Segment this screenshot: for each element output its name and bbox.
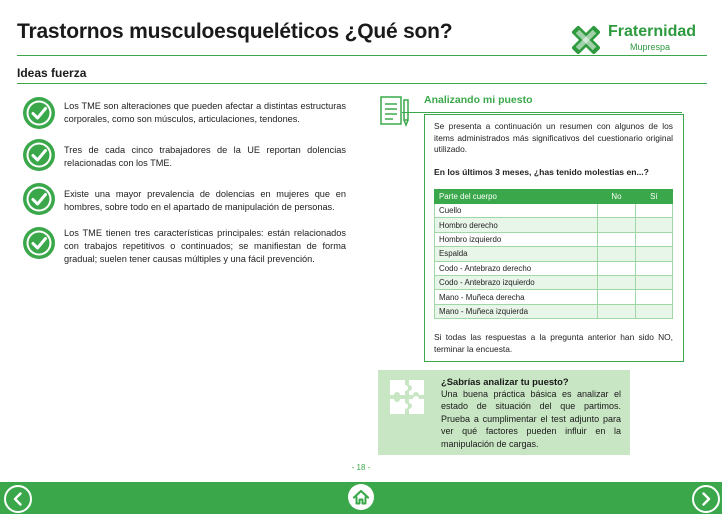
header-si: Sí <box>635 190 672 204</box>
document-icon <box>378 94 412 128</box>
questionnaire-box <box>424 114 684 362</box>
idea-item <box>22 226 347 276</box>
next-page-button[interactable] <box>692 485 720 513</box>
si-cell[interactable] <box>635 218 672 232</box>
analysis-title-divider <box>402 112 682 113</box>
table-row <box>435 290 673 304</box>
logo-mark-icon <box>568 22 604 58</box>
questionnaire-footer: Si todas las respuestas a la pregunta anterior han sido NO, terminar la encuesta. <box>434 332 673 354</box>
si-cell[interactable] <box>635 275 672 289</box>
section-divider <box>17 83 707 84</box>
callout-text: Una buena práctica básica es analizar el estado de situación del que partimos. Prueba a cumplimentar el test adjunto para ver qué factores pueden influir en la manipulación de cargas. <box>441 389 621 449</box>
tip-callout <box>378 370 630 455</box>
si-cell[interactable] <box>635 304 672 318</box>
si-cell[interactable] <box>635 290 672 304</box>
check-icon <box>22 96 56 130</box>
logo-sub: Muprespa <box>630 42 671 52</box>
table-row <box>435 204 673 218</box>
check-icon <box>22 138 56 172</box>
si-cell[interactable] <box>635 261 672 275</box>
no-cell[interactable] <box>598 204 635 218</box>
table-header-row <box>435 190 673 204</box>
no-cell[interactable] <box>598 290 635 304</box>
no-cell[interactable] <box>598 218 635 232</box>
idea-item <box>22 96 347 136</box>
body-part-cell: Cuello <box>435 204 598 218</box>
si-cell[interactable] <box>635 247 672 261</box>
questionnaire-intro: Se presenta a continuación un resumen con algunos de los items administrados más significativos del cuestionario original utilizado. <box>434 121 673 154</box>
body-part-cell: Mano - Muñeca derecha <box>435 290 598 304</box>
table-row <box>435 304 673 318</box>
check-icon <box>22 182 56 216</box>
no-cell[interactable] <box>598 261 635 275</box>
body-part-cell: Espalda <box>435 247 598 261</box>
table-row <box>435 218 673 232</box>
si-cell[interactable] <box>635 232 672 246</box>
header-body-part: Parte del cuerpo <box>435 190 598 204</box>
puzzle-icon <box>388 378 426 416</box>
body-part-cell: Hombro derecho <box>435 218 598 232</box>
body-part-cell: Codo - Antebrazo izquierdo <box>435 275 598 289</box>
table-row <box>435 261 673 275</box>
logo-name: Fraternidad <box>608 23 697 40</box>
body-part-cell: Hombro izquierdo <box>435 232 598 246</box>
no-cell[interactable] <box>598 232 635 246</box>
idea-text: Tres de cada cinco trabajadores de la UE reportan dolencias relacionadas con los TME. <box>64 145 346 168</box>
si-cell[interactable] <box>635 204 672 218</box>
check-icon <box>22 226 56 260</box>
home-icon <box>348 484 374 510</box>
no-cell[interactable] <box>598 304 635 318</box>
page-number: - 18 - <box>351 463 371 472</box>
chevron-left-icon <box>6 487 30 511</box>
callout-title: ¿Sabrías analizar tu puesto? <box>441 376 569 387</box>
header-no: No <box>598 190 635 204</box>
fraternidad-logo <box>568 20 708 60</box>
title-divider <box>17 55 707 56</box>
table-row <box>435 247 673 261</box>
body-part-cell: Codo - Antebrazo derecho <box>435 261 598 275</box>
idea-item <box>22 138 347 178</box>
chevron-right-icon <box>694 487 718 511</box>
home-button[interactable] <box>348 484 374 510</box>
idea-text: Los TME tienen tres características principales: están relacionados con trabajos repetitivos o continuados; se manifiestan de forma gradual; suelen tener causas múltiples y una fácil prevención. <box>64 228 346 264</box>
analysis-title: Analizando mi puesto <box>424 94 533 106</box>
no-cell[interactable] <box>598 275 635 289</box>
idea-text: Los TME son alteraciones que pueden afectar a distintas estructuras corporales, como son músculos, articulaciones, tendones. <box>64 101 346 124</box>
section-title: Ideas fuerza <box>17 66 87 80</box>
idea-item <box>22 182 347 222</box>
idea-text: Existe una mayor prevalencia de dolencias en mujeres que en hombres, sobre todo en el apartado de manipulación de personas. <box>64 189 346 212</box>
no-cell[interactable] <box>598 247 635 261</box>
body-part-cell: Mano - Muñeca izquierda <box>435 304 598 318</box>
questionnaire-question: En los últimos 3 meses, ¿has tenido molestias en...? <box>434 167 649 177</box>
table-row <box>435 275 673 289</box>
page-title: Trastornos musculoesqueléticos ¿Qué son? <box>17 20 453 43</box>
table-row <box>435 232 673 246</box>
prev-page-button[interactable] <box>4 485 32 513</box>
survey-table <box>434 189 673 319</box>
